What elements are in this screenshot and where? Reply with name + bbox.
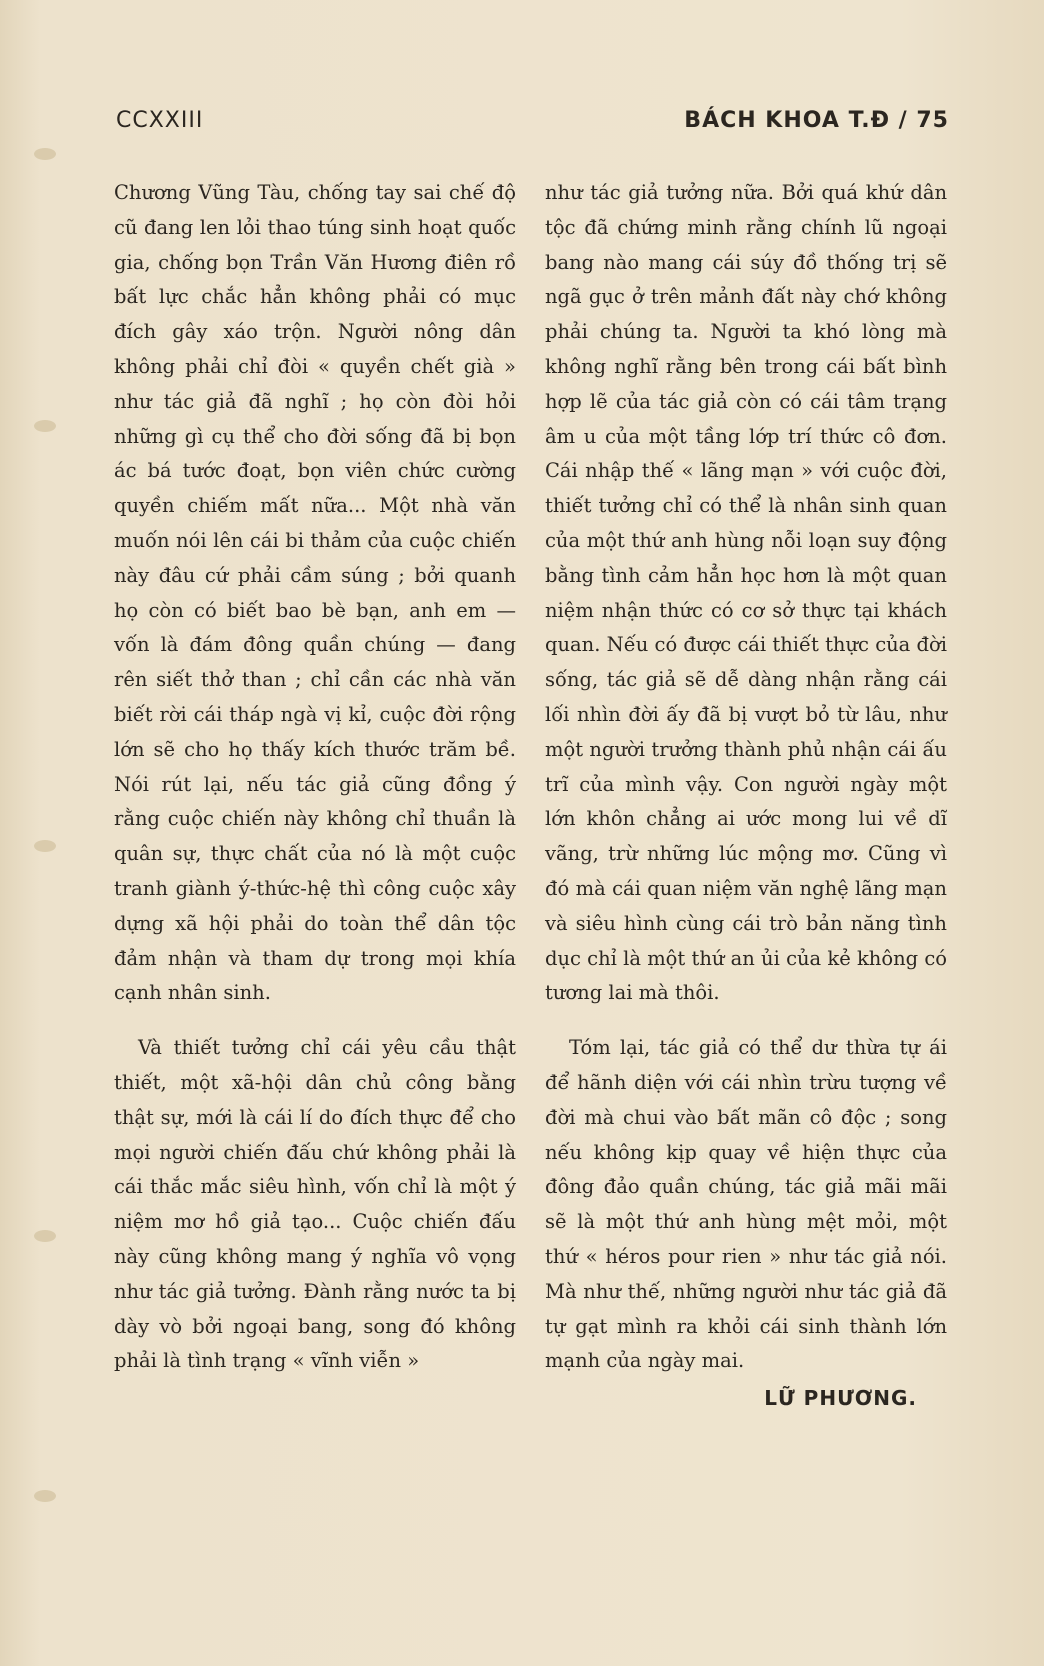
binding-hole	[34, 148, 56, 160]
text-column-left	[114, 176, 516, 1379]
text-column-right	[545, 176, 947, 1416]
issue-number: CCXXIII	[116, 108, 204, 133]
paragraph: như tác giả tưởng nữa. Bởi quá khứ dân tộc đã chứng minh rằng chính lũ ngoại bang nào mang cái súy đồ thống trị sẽ ngã gục ở trên mảnh đất này chớ không phải chúng ta. Người ta khó lòng mà không nghĩ rằng bên trong cái bất bình hợp lẽ của tác giả còn có cái tâm trạng âm u của một tầng lớp trí thức cô đơn. Cái nhập thế « lãng mạn » với cuộc đời, thiết tưởng chỉ có thể là nhân sinh quan của một thứ anh hùng nỗi loạn suy động bằng tình cảm hẳn học hơn là một quan niệm nhận thức có cơ sở thực tại khách quan. Nếu có được cái thiết thực của đời sống, tác giả sẽ dễ dàng nhận rằng cái lối nhìn đời ấy đã bị vượt bỏ từ lâu, như một người trưởng thành phủ nhận cái ấu trĩ của mình vậy. Con người ngày một lớn khôn chẳng ai ước mong lui về dĩ vãng, trừ những lúc mộng mơ. Cũng vì đó mà cái quan niệm văn nghệ lãng mạn và siêu hình cùng cái trò bản năng tình dục chỉ là một thứ an ủi của kẻ không có tương lai mà thôi.	[545, 181, 947, 1005]
magazine-title-page-number: BÁCH KHOA T.Đ / 75	[684, 108, 949, 133]
binding-hole	[34, 1230, 56, 1242]
author-signature: LỮ PHƯƠNG.	[764, 1386, 917, 1411]
page-header	[116, 108, 949, 142]
paragraph: Chương Vũng Tàu, chống tay sai chế độ cũ đang len lỏi thao túng sinh hoạt quốc gia, chống bọn Trần Văn Hương điên rồ bất lực chắc hẳn không phải có mục đích gây xáo trộn. Người nông dân không phải chỉ đòi « quyền chết già » như tác giả đã nghĩ ; họ còn đòi hỏi những gì cụ thể cho đời sống đã bị bọn ác bá tước đoạt, bọn viên chức cường quyền chiếm mất nữa... Một nhà văn muốn nói lên cái bi thảm của cuộc chiến này đâu cứ phải cầm súng ; bởi quanh họ còn có biết bao bè bạn, anh em — vốn là đám đông quần chúng — đang rên siết thở than ; chỉ cần các nhà văn biết rời cái tháp ngà vị kỉ, cuộc đời rộng lớn sẽ cho họ thấy kích thước trăm bề. Nói rút lại, nếu tác giả cũng đồng ý rằng cuộc chiến này không chỉ thuần là quân sự, thực chất của nó là một cuộc tranh giành ý-thức-hệ thì công cuộc xây dựng xã hội phải do toàn thể dân tộc đảm nhận và tham dự trong mọi khía cạnh nhân sinh.	[114, 181, 516, 1005]
binding-hole	[34, 420, 56, 432]
paragraph: Tóm lại, tác giả có thể dư thừa tự ái để hãnh diện với cái nhìn trừu tượng về đời mà chui vào bất mãn cô độc ; song nếu không kịp quay về hiện thực của đông đảo quần chúng, tác giả mãi mãi sẽ là một thứ anh hùng mệt mỏi, một thứ « héros pour rien » như tác giả nói. Mà như thế, những người như tác giả đã tự gạt mình ra khỏi cái sinh thành lớn mạnh của ngày mai.	[545, 1036, 947, 1373]
paragraph: Và thiết tưởng chỉ cái yêu cầu thật thiết, một xã-hội dân chủ công bằng thật sự, mới là cái lí do đích thực để cho mọi người chiến đấu chứ không phải là cái thắc mắc siêu hình, vốn chỉ là một ý niệm mơ hồ giả tạo... Cuộc chiến đấu này cũng không mang ý nghĩa vô vọng như tác giả tưởng. Đành rằng nước ta bị dày vò bởi ngoại bang, song đó không phải là tình trạng « vĩnh viễn »	[114, 1036, 516, 1373]
binding-hole	[34, 840, 56, 852]
binding-hole	[34, 1490, 56, 1502]
